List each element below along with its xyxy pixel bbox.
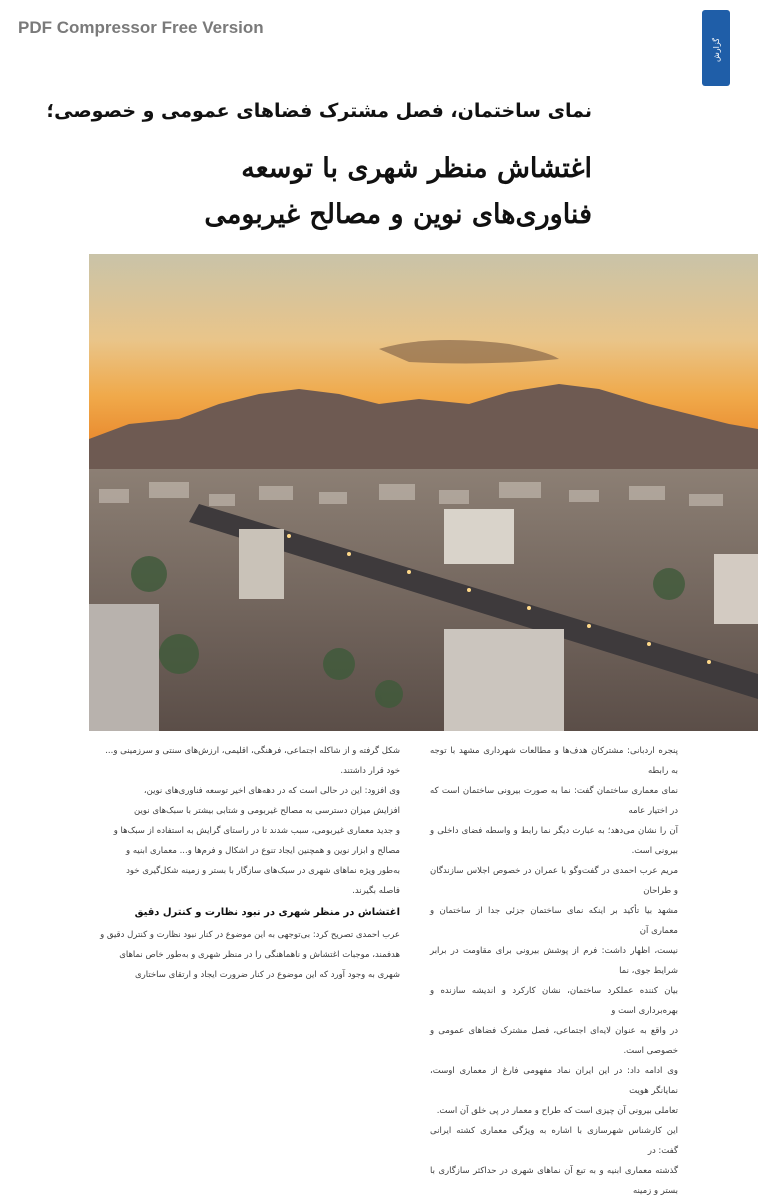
building-mid: [444, 509, 514, 564]
text-line: این کارشناس شهرسازی با اشاره به ویژگی معماری کشته ایرانی گفت: در: [430, 1126, 678, 1156]
text-line: در واقع به عنوان لایه‌ای اجتماعی، فصل مشترک فضاهای عمومی و خصوصی است.: [430, 1026, 678, 1056]
text-line: مصالح و ابزار نوین و همچنین ایجاد تنوع در اشکال و فرم‌ها و... معماری ابنیه و: [126, 846, 400, 856]
text-line: به‌طور ویژه نماهای شهری در سبک‌های سازگار با بستر و زمینه شکل‌گیری خود: [126, 866, 400, 876]
watermark-text: PDF Compressor Free Version: [18, 18, 264, 37]
text-line: پنجره اردبانی: مشترکان هدف‌ها و مطالعات شهرداری مشهد با توجه به رابطه: [430, 746, 678, 776]
text-line: افزایش میزان دسترسی به مصالح غیربومی و شتابی بیشتر با سبک‌های نوین: [134, 806, 400, 816]
text-line: وی افزود: این در حالی است که در دهه‌های اخیر توسعه فناوری‌های نوین،: [143, 786, 400, 796]
text-line: فاصله بگیرند.: [352, 886, 400, 896]
article-column-right: [430, 741, 678, 1201]
text-line: شکل گرفته و از شاکله اجتماعی، فرهنگی، اقلیمی، ارزش‌های سنتی و سرزمینی و...: [105, 746, 400, 756]
text-line: خود قرار داشتند.: [340, 766, 400, 776]
article-column-left: [88, 741, 400, 985]
text-line: وی ادامه داد: در این ایران نماد مفهومی فارغ از معماری اوست، نمایانگر هویت: [430, 1066, 678, 1096]
text-line: شهری به وجود آورد که این موضوع در کنار ضرورت ایجاد و ارتقای ساختاری: [134, 970, 400, 980]
text-line: عرب احمدی تصریح کرد: بی‌توجهی به این موضوع در کنار نبود نظارت و کنترل دقیق و: [100, 930, 400, 940]
headline-line-1: اغتشاش منظر شهری با توسعه: [241, 153, 592, 184]
text-line: بیان کننده عملکرد ساختمان، نشان کارکرد و اندیشه سازنده و بهره‌برداری است و: [430, 986, 678, 1016]
text-line: و جدید معماری غیربومی، سبب شدند تا در راستای گرایش به استفاده از سبک‌ها و: [113, 826, 400, 836]
article-headline: [72, 146, 592, 238]
text-line: مریم عرب احمدی در گفت‌وگو با عمران در خصوص اجلاس سازندگان و طراحان: [430, 866, 678, 896]
building-foreground: [444, 629, 564, 731]
building-right: [714, 554, 758, 624]
city-skyline-photo: [89, 254, 758, 731]
article-subheading: اغتشاش در منظر شهری در نبود نظارت و کنترل دقیق: [134, 907, 400, 918]
city-area: [89, 469, 758, 731]
city-photo-illustration: [89, 254, 758, 731]
headline-line-2: فناوری‌های نوین و مصالح غیربومی: [204, 199, 592, 230]
text-line: هدفمند، موجبات اغتشاش و ناهماهنگی را در منظر شهری و به‌طور خاص نماهای: [119, 950, 400, 960]
article-kicker: نمای ساختمان، فصل مشترک فضاهای عمومی و خصوصی؛: [46, 100, 592, 122]
text-line: مشهد بیا تأکید بر اینکه نمای ساختمان جزئی جدا از ساختمان و معماری آن: [430, 906, 678, 936]
text-line: نمای معماری ساختمان گفت: نما به صورت بیرونی ساختمان است که در اختیار عامه: [430, 786, 678, 816]
section-tab-label: گزارش: [712, 37, 721, 63]
text-line: گذشته معماری ابنیه و به تبع آن نماهای شهری در حداکثر سازگاری با بستر و زمینه: [430, 1166, 678, 1196]
building-center: [239, 529, 284, 599]
text-line: آن را نشان می‌دهد؛ به عبارت دیگر نما رابط و واسطه فضای داخلی و بیرونی است.: [430, 826, 678, 856]
text-line: تعاملی بیرونی آن چیزی است که طراح و معمار در پی خلق آن است.: [436, 1106, 678, 1116]
text-line: نیست، اظهار داشت: فرم از پوشش بیرونی برای مقاومت در برابر شرایط جوی، نما: [430, 946, 678, 976]
building-left: [89, 604, 159, 731]
